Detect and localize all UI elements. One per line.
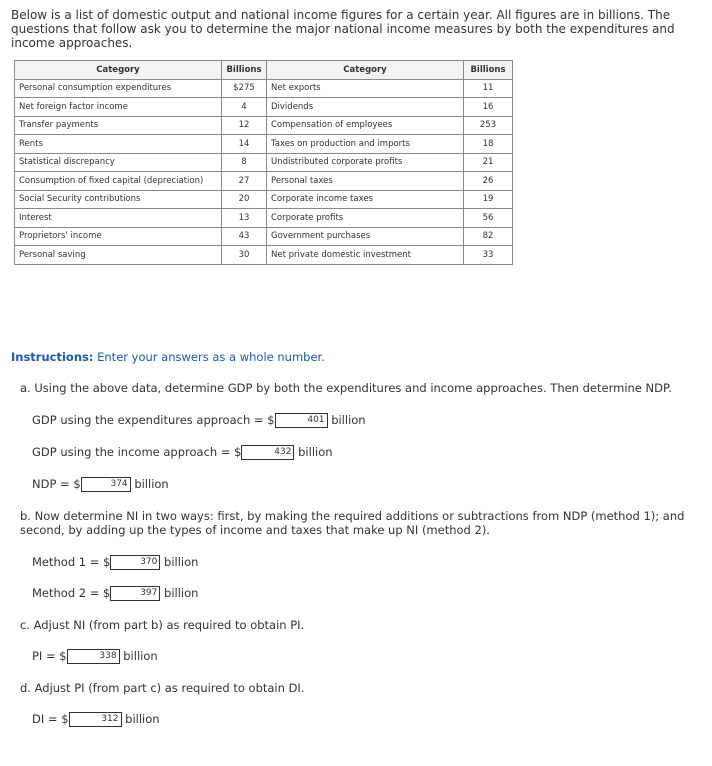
row-billions-left: 20	[222, 190, 267, 209]
row-category-right: Undistributed corporate profits	[267, 153, 464, 172]
row-category-left: Personal saving	[15, 246, 222, 265]
row-billions-left: $275	[222, 79, 267, 98]
method2-label: Method 2 = $	[32, 586, 111, 600]
question-b: b. Now determine NI in two ways: first, by making the required additions or subtractions from NDP (method 1); and second, by adding up the types of income and taxes that make up NI (method 2).	[20, 509, 685, 537]
method1-label: Method 1 = $	[32, 555, 111, 569]
row-category-right: Personal taxes	[267, 172, 464, 191]
row-billions-right: 56	[464, 209, 513, 228]
pi-label: PI = $	[32, 649, 67, 663]
header-category-left: Category	[15, 61, 222, 80]
ndp-label: NDP = $	[32, 477, 81, 491]
row-category-left: Proprietors' income	[15, 227, 222, 246]
row-billions-left: 14	[222, 135, 267, 154]
di-input[interactable]: 312	[69, 712, 122, 727]
table-row	[15, 153, 513, 172]
method2-row	[32, 586, 198, 601]
row-category-right: Government purchases	[267, 227, 464, 246]
row-category-right: Net private domestic investment	[267, 246, 464, 265]
gdp-income-input[interactable]: 432	[241, 445, 294, 460]
pi-unit: billion	[123, 649, 158, 663]
income-data-table	[14, 60, 513, 265]
gdp-income-label: GDP using the income approach = $	[32, 445, 242, 459]
row-category-left: Personal consumption expenditures	[15, 79, 222, 98]
row-category-right: Corporate profits	[267, 209, 464, 228]
method2-unit: billion	[164, 586, 199, 600]
row-category-right: Compensation of employees	[267, 116, 464, 135]
row-category-left: Interest	[15, 209, 222, 228]
intro-text: Below is a list of domestic output and national income figures for a certain year. All figures are in billions. The questions that follow ask you to determine the major national income measures by both the expenditures and income approaches.	[11, 8, 675, 50]
instructions	[11, 350, 325, 364]
gdp-expenditures-unit: billion	[331, 413, 366, 427]
di-label: DI = $	[32, 712, 69, 726]
row-billions-left: 30	[222, 246, 267, 265]
row-billions-left: 27	[222, 172, 267, 191]
table-row	[15, 79, 513, 98]
gdp-expenditures-input[interactable]: 401	[275, 413, 328, 428]
table-row	[15, 227, 513, 246]
ndp-unit: billion	[134, 477, 169, 491]
table-row	[15, 246, 513, 265]
row-billions-left: 12	[222, 116, 267, 135]
header-billions-left: Billions	[222, 61, 267, 80]
row-category-right: Corporate income taxes	[267, 190, 464, 209]
row-category-right: Net exports	[267, 79, 464, 98]
pi-row	[32, 649, 158, 664]
row-billions-right: 16	[464, 98, 513, 117]
gdp-expenditures-label: GDP using the expenditures approach = $	[32, 413, 275, 427]
row-category-right: Dividends	[267, 98, 464, 117]
table-header-row	[15, 61, 513, 80]
question-a: a. Using the above data, determine GDP by both the expenditures and income approaches. Then determine NDP.	[20, 381, 672, 395]
gdp-expenditures-row	[32, 413, 366, 428]
row-billions-right: 33	[464, 246, 513, 265]
di-unit: billion	[125, 712, 160, 726]
gdp-income-row	[32, 445, 333, 460]
row-billions-right: 253	[464, 116, 513, 135]
row-billions-right: 21	[464, 153, 513, 172]
method1-unit: billion	[164, 555, 199, 569]
row-billions-left: 13	[222, 209, 267, 228]
table-row	[15, 98, 513, 117]
row-billions-left: 8	[222, 153, 267, 172]
di-row	[32, 712, 160, 727]
pi-input[interactable]: 338	[67, 649, 120, 664]
ndp-row	[32, 477, 169, 492]
question-d: d. Adjust PI (from part c) as required to obtain DI.	[20, 681, 305, 695]
table-row	[15, 116, 513, 135]
table-row	[15, 209, 513, 228]
row-category-left: Transfer payments	[15, 116, 222, 135]
row-billions-right: 26	[464, 172, 513, 191]
question-c: c. Adjust NI (from part b) as required to obtain PI.	[20, 618, 305, 632]
row-billions-right: 18	[464, 135, 513, 154]
row-category-left: Rents	[15, 135, 222, 154]
method1-row	[32, 555, 198, 570]
row-category-right: Taxes on production and imports	[267, 135, 464, 154]
instructions-text: Enter your answers as a whole number.	[93, 350, 325, 364]
gdp-income-unit: billion	[298, 445, 333, 459]
row-category-left: Net foreign factor income	[15, 98, 222, 117]
row-billions-left: 43	[222, 227, 267, 246]
ndp-input[interactable]: 374	[81, 477, 131, 492]
row-category-left: Statistical discrepancy	[15, 153, 222, 172]
method2-input[interactable]: 397	[110, 586, 160, 601]
row-billions-right: 82	[464, 227, 513, 246]
row-billions-right: 19	[464, 190, 513, 209]
row-category-left: Consumption of fixed capital (depreciation)	[15, 172, 222, 191]
header-category-right: Category	[267, 61, 464, 80]
table-row	[15, 135, 513, 154]
row-category-left: Social Security contributions	[15, 190, 222, 209]
row-billions-right: 11	[464, 79, 513, 98]
header-billions-right: Billions	[464, 61, 513, 80]
method1-input[interactable]: 370	[110, 555, 160, 570]
row-billions-left: 4	[222, 98, 267, 117]
table-row	[15, 190, 513, 209]
table-row	[15, 172, 513, 191]
instructions-label: Instructions:	[11, 350, 94, 364]
